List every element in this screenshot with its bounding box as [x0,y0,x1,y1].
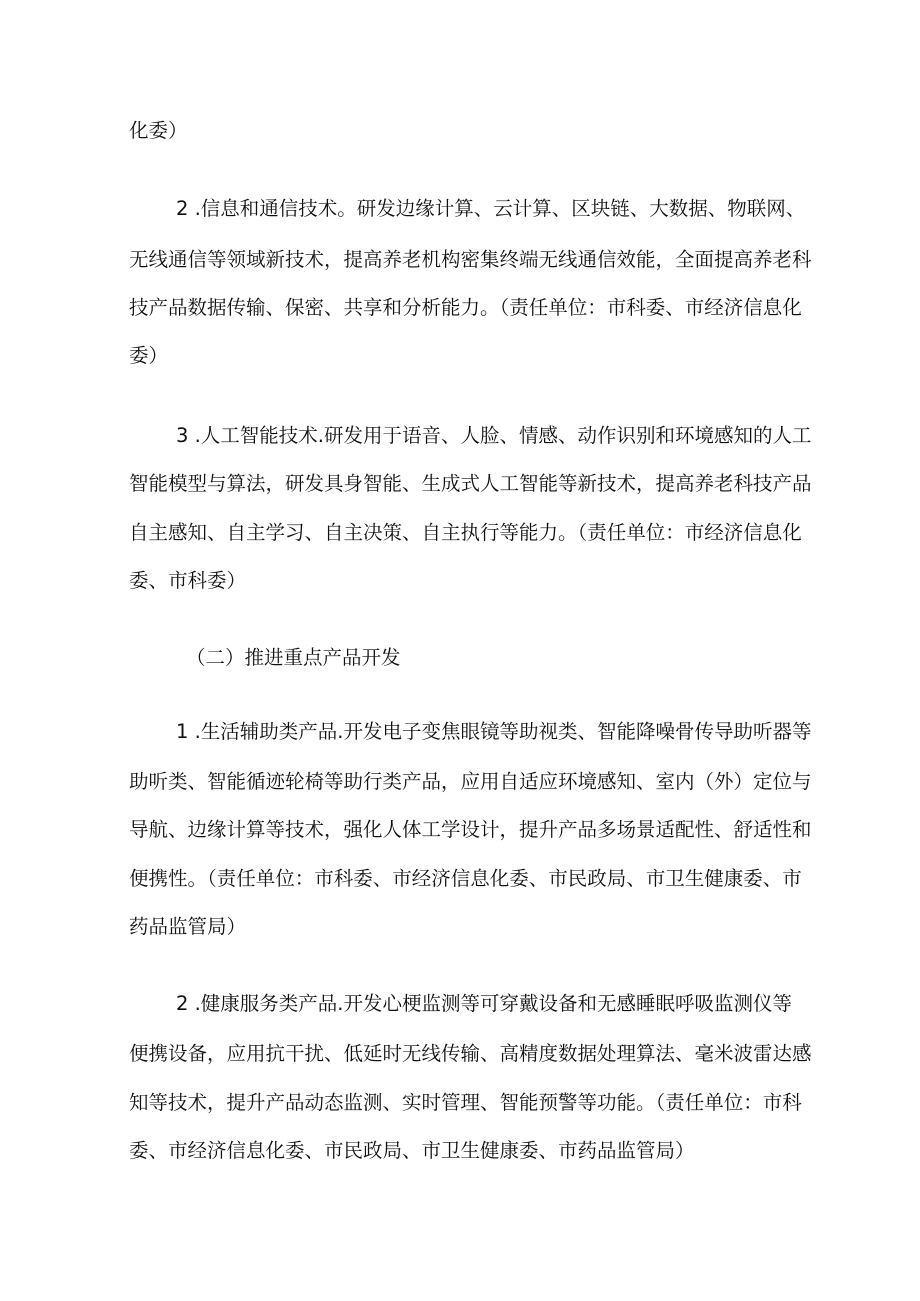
text-line: 知等技术，提升产品动态监测、实时管理、智能预警等功能。（责任单位：市科 [129,1091,802,1114]
text-line: 导航、边缘计算等技术，强化人体工学设计，提升产品多场景适配性、舒适性和 [129,818,812,841]
section-heading: （二）推进重点产品开发 [186,646,401,669]
text-line: 2 .信息和通信技术。研发边缘计算、云计算、区块链、大数据、物联网、 [176,197,806,220]
text-line: 助听类、智能循迹轮椅等助行类产品，应用自适应环境感知、室内（外）定位与 [129,770,812,793]
text-line: 便携设备，应用抗干扰、低延时无线传输、高精度数据处理算法、毫米波雷达感 [129,1042,812,1065]
text-line: 委、市科委） [129,569,247,592]
text-line: 无线通信等领域新技术，提高养老机构密集终端无线通信效能，全面提高养老科 [129,248,812,271]
text-line: 委） [129,344,169,367]
text-line: 智能模型与算法，研发具身智能、生成式人工智能等新技术，提高养老科技产品 [129,472,812,495]
text-line: 药品监管局） [129,915,247,938]
text-line: 2 .健康服务类产品.开发心梗监测等可穿戴设备和无感睡眠呼吸监测仪等 [176,992,793,1015]
text-line: 1 .生活辅助类产品.开发电子变焦眼镜等助视类、智能降噪骨传导助听器等 [176,720,812,743]
text-line: 委、市经济信息化委、市民政局、市卫生健康委、市药品监管局） [129,1139,695,1162]
text-line: 技产品数据传输、保密、共享和分析能力。（责任单位：市科委、市经济信息化 [129,296,802,319]
text-line: 自主感知、自主学习、自主决策、自主执行等能力。（责任单位：市经济信息化 [129,521,802,544]
text-line: 便携性。（责任单位：市科委、市经济信息化委、市民政局、市卫生健康委、市 [129,867,802,890]
text-line: 化委） [129,119,188,142]
text-line: 3 .人工智能技术.研发用于语音、人脸、情感、动作识别和环境感知的人工 [176,424,812,447]
